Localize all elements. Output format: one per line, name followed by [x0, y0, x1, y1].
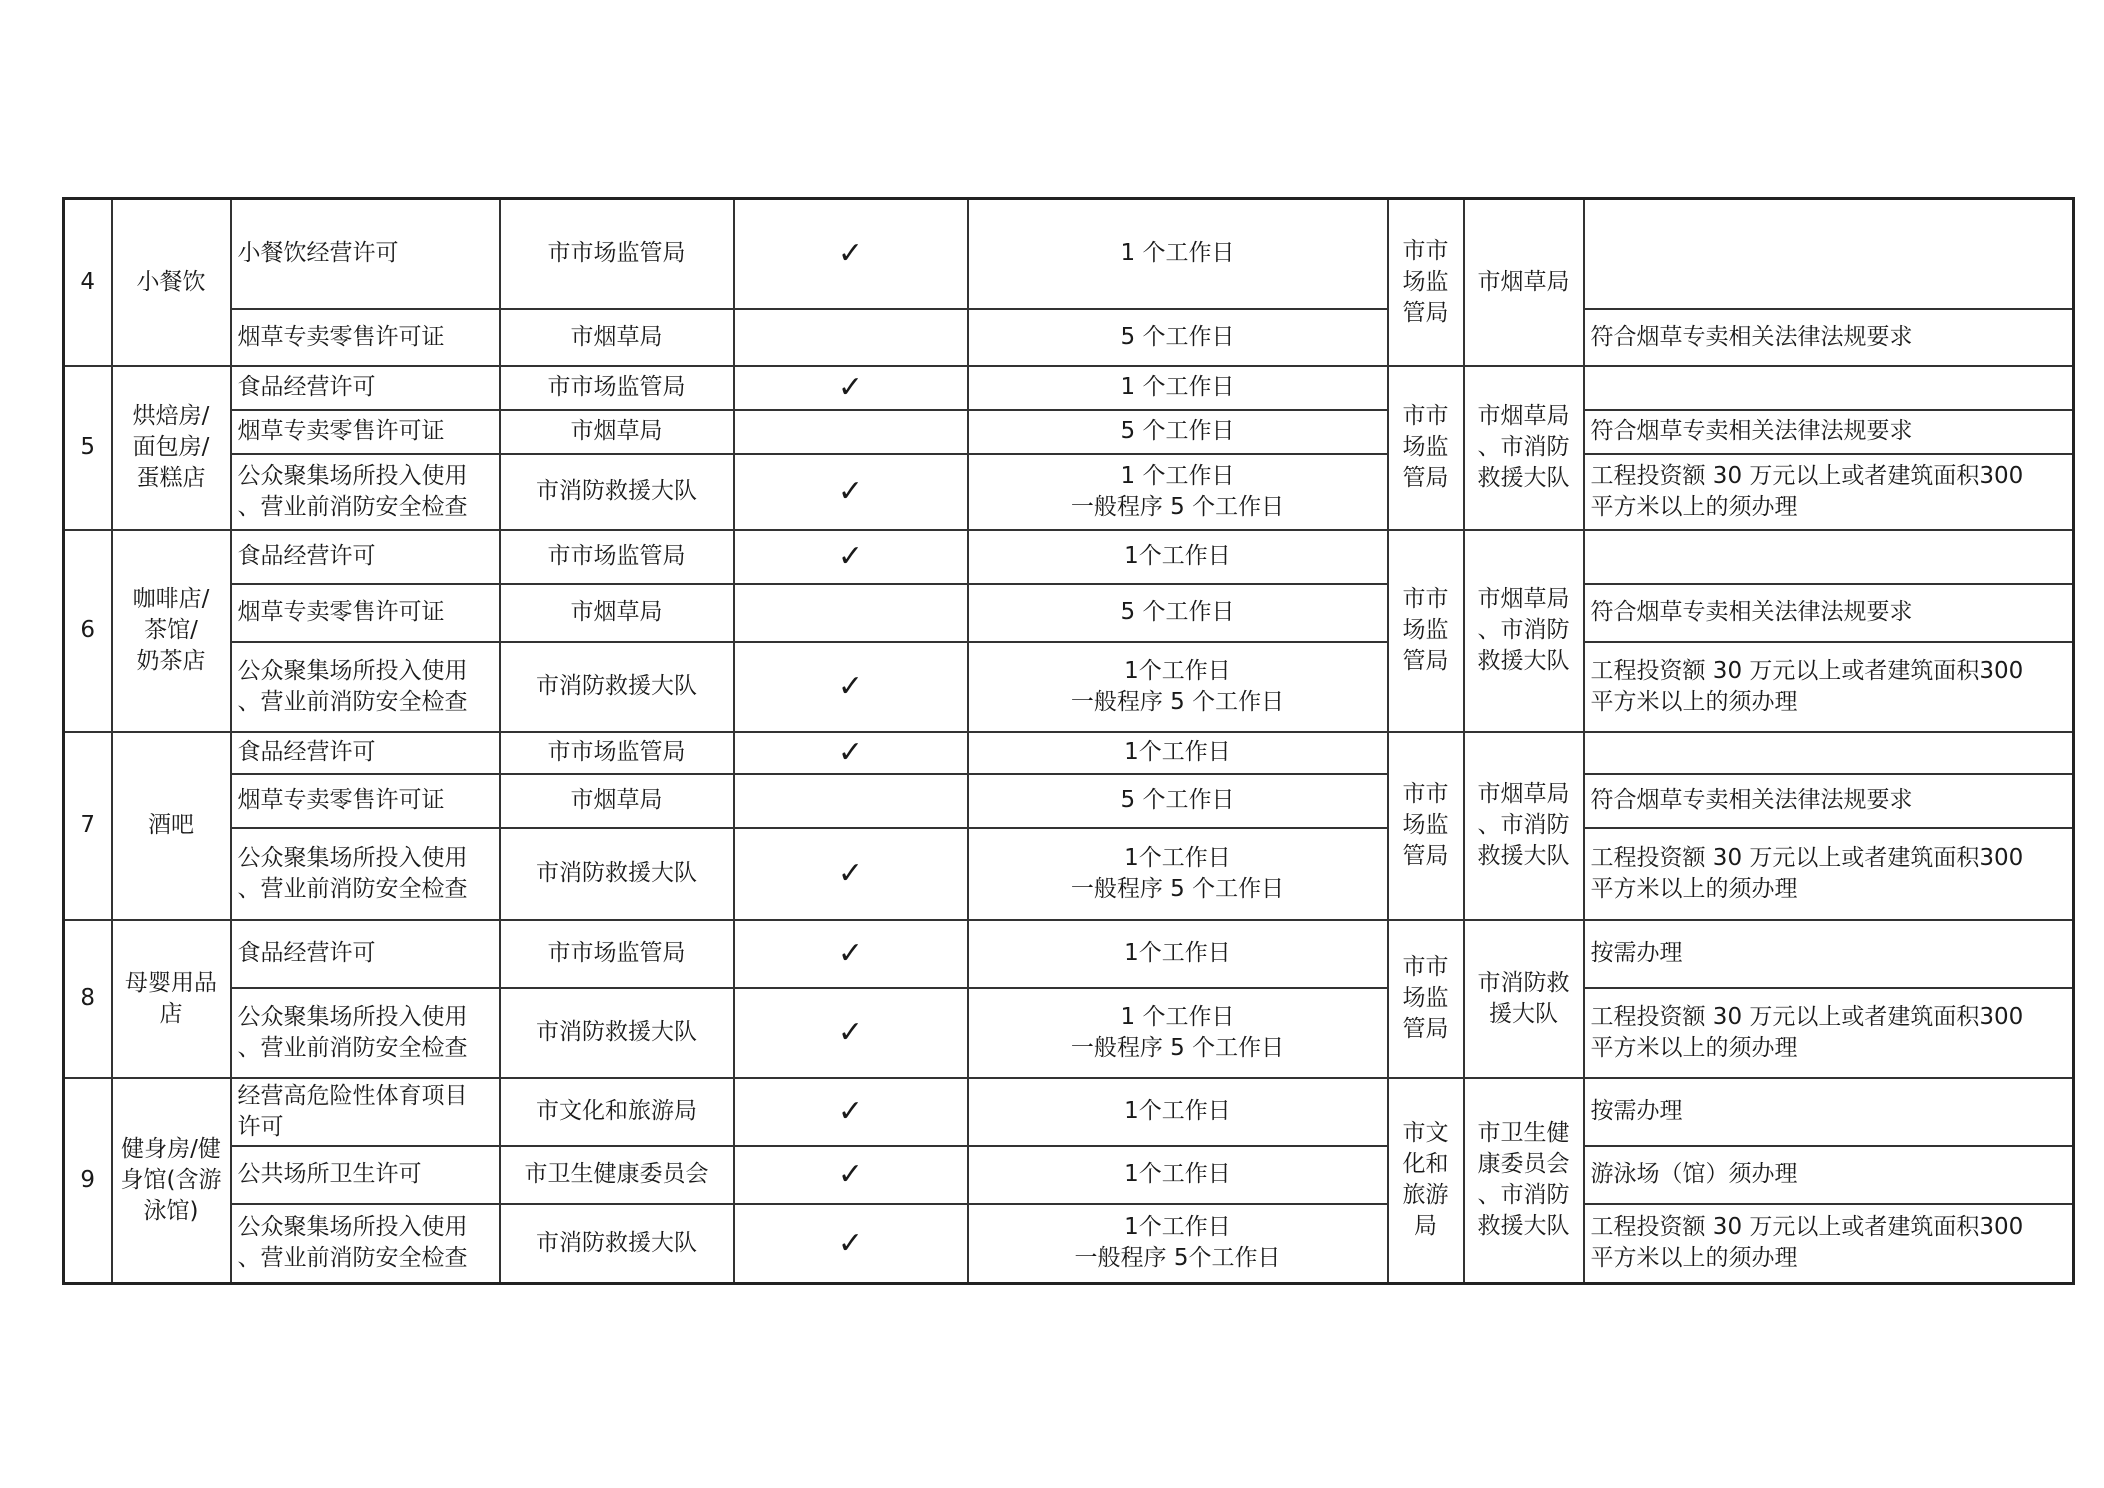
text-line: 救援大队 — [1477, 465, 1570, 491]
processing-time — [968, 530, 1388, 584]
text-line: 烟草专卖零售许可证 — [237, 787, 445, 813]
check-icon: ✓ — [837, 236, 864, 272]
text-line: 救援大队 — [1477, 843, 1570, 869]
permit-name — [231, 920, 500, 988]
table-row — [64, 1146, 2074, 1204]
text-line: 1个工作日 — [1124, 543, 1231, 569]
check-mark-cell — [734, 530, 968, 584]
text-line: 符合烟草专卖相关法律法规要求 — [1590, 787, 1913, 813]
permit-name — [231, 199, 500, 309]
handling-department: 市烟草局 — [500, 410, 734, 454]
handling-department: 市市场监管局 — [500, 199, 734, 309]
business-category — [112, 530, 231, 732]
permit-name — [231, 828, 500, 920]
text-line: 工程投资额 30 万元以上或者建筑面积300 — [1590, 462, 2024, 489]
remark — [1584, 732, 2074, 774]
processing-time — [968, 642, 1388, 732]
handling-department: 市市场监管局 — [500, 530, 734, 584]
permit-table — [62, 197, 2075, 1285]
business-category — [112, 732, 231, 920]
text-line: 、营业前消防安全检查 — [237, 688, 468, 715]
handling-department: 市烟草局 — [500, 584, 734, 642]
check-mark-cell — [734, 1078, 968, 1146]
row-number: 6 — [64, 530, 112, 732]
text-line: 身馆(含游 — [120, 1166, 222, 1193]
check-mark-cell — [734, 584, 968, 642]
text-line: 母婴用品 — [125, 969, 217, 996]
table-row — [64, 642, 2074, 732]
remark — [1584, 1078, 2074, 1146]
text-line: 、市消防 — [1477, 617, 1570, 643]
check-icon: ✓ — [837, 735, 864, 770]
check-mark-cell — [734, 642, 968, 732]
text-line: 局 — [1414, 1213, 1437, 1240]
text-line: 市卫生健 — [1477, 1120, 1570, 1147]
permit-name — [231, 988, 500, 1078]
processing-time — [968, 828, 1388, 920]
text-line: 烟草专卖零售许可证 — [237, 323, 445, 350]
remark — [1584, 309, 2074, 366]
table-row — [64, 584, 2074, 642]
remark — [1584, 530, 2074, 584]
permit-name — [231, 410, 500, 454]
text-line: 一般程序 5 个工作日 — [1070, 1034, 1285, 1061]
text-line: 符合烟草专卖相关法律法规要求 — [1590, 599, 1913, 625]
check-icon: ✓ — [837, 856, 864, 891]
text-line: 旅游 — [1402, 1182, 1449, 1209]
row-number: 7 — [64, 732, 112, 920]
text-line: 奶茶店 — [136, 648, 206, 674]
remark — [1584, 774, 2074, 828]
check-mark-cell — [734, 1146, 968, 1204]
processing-time — [968, 1078, 1388, 1146]
text-line: 、市消防 — [1477, 1182, 1570, 1209]
check-icon: ✓ — [837, 1157, 864, 1192]
handling-department: 市消防救援大队 — [500, 642, 734, 732]
check-mark-cell — [734, 920, 968, 988]
processing-time — [968, 988, 1388, 1078]
handling-department: 市消防救援大队 — [500, 988, 734, 1078]
permit-name — [231, 366, 500, 410]
text-line: 按需办理 — [1590, 940, 1683, 966]
cooperating-department — [1464, 732, 1584, 920]
permit-name — [231, 1078, 500, 1146]
text-line: 1个工作日 — [1124, 657, 1231, 684]
row-number: 4 — [64, 199, 112, 366]
row-number: 5 — [64, 366, 112, 530]
permit-name — [231, 454, 500, 530]
handling-department: 市烟草局 — [500, 774, 734, 828]
text-line: 1 个工作日 — [1120, 1003, 1235, 1030]
text-line: 市烟草局 — [1477, 586, 1570, 612]
remark — [1584, 199, 2074, 309]
text-line: 蛋糕店 — [136, 465, 206, 491]
text-line: 援大队 — [1489, 1000, 1558, 1027]
check-mark-cell — [734, 410, 968, 454]
processing-time — [968, 454, 1388, 530]
text-line: 场监 — [1402, 434, 1449, 460]
text-line: 1个工作日 — [1124, 1214, 1231, 1241]
text-line: 工程投资额 30 万元以上或者建筑面积300 — [1590, 844, 2024, 871]
check-mark-cell — [734, 732, 968, 774]
text-line: 店 — [159, 1000, 183, 1027]
permit-name — [231, 642, 500, 732]
handling-department: 市市场监管局 — [500, 920, 734, 988]
check-icon: ✓ — [837, 936, 864, 971]
business-category — [112, 366, 231, 530]
handling-department: 市消防救援大队 — [500, 454, 734, 530]
text-line: 1个工作日 — [1124, 1161, 1231, 1187]
remark — [1584, 828, 2074, 920]
processing-time — [968, 199, 1388, 309]
text-line: 公众聚集场所投入使用 — [237, 657, 468, 684]
text-line: 公众聚集场所投入使用 — [237, 1003, 468, 1030]
business-category — [112, 920, 231, 1078]
text-line: 健身房/健 — [121, 1135, 221, 1162]
remark — [1584, 584, 2074, 642]
permit-name — [231, 309, 500, 366]
text-line: 按需办理 — [1590, 1098, 1683, 1124]
check-icon: ✓ — [837, 539, 864, 574]
table-row — [64, 828, 2074, 920]
check-icon: ✓ — [837, 1094, 864, 1129]
permit-name — [231, 1146, 500, 1204]
processing-time — [968, 1204, 1388, 1284]
text-line: 符合烟草专卖相关法律法规要求 — [1590, 418, 1913, 444]
text-line: 、市消防 — [1477, 812, 1570, 838]
cooperating-department — [1464, 366, 1584, 530]
table-row — [64, 1078, 2074, 1146]
permit-name — [231, 584, 500, 642]
cooperating-department — [1464, 530, 1584, 732]
handling-department: 市市场监管局 — [500, 366, 734, 410]
text-line: 1个工作日 — [1124, 940, 1231, 966]
text-line: 管局 — [1402, 843, 1449, 869]
business-category — [112, 1078, 231, 1284]
text-line: 、营业前消防安全检查 — [237, 875, 468, 902]
text-line: 平方米以上的须办理 — [1590, 875, 1798, 902]
text-line: 食品经营许可 — [237, 374, 376, 400]
text-line: 市烟草局 — [1477, 781, 1570, 807]
text-line: 管局 — [1402, 465, 1449, 491]
text-line: 化和 — [1402, 1151, 1449, 1178]
handling-department: 市消防救援大队 — [500, 1204, 734, 1284]
text-line: 食品经营许可 — [237, 940, 376, 966]
remark — [1584, 920, 2074, 988]
text-line: 1 个工作日 — [1120, 462, 1235, 489]
lead-department — [1388, 530, 1464, 732]
check-mark-cell — [734, 774, 968, 828]
text-line: 5 个工作日 — [1120, 418, 1235, 444]
text-line: 烘焙房/ — [132, 403, 210, 429]
table-row — [64, 1204, 2074, 1284]
table-row — [64, 199, 2074, 309]
processing-time — [968, 410, 1388, 454]
handling-department: 市卫生健康委员会 — [500, 1146, 734, 1204]
text-line: 1 个工作日 — [1120, 374, 1235, 400]
text-line: 场监 — [1402, 617, 1449, 643]
cooperating-department — [1464, 199, 1584, 366]
business-category — [112, 199, 231, 366]
text-line: 咖啡店/ — [132, 586, 210, 612]
permit-name — [231, 774, 500, 828]
text-line: 救援大队 — [1477, 1213, 1570, 1240]
text-line: 场监 — [1402, 268, 1449, 295]
processing-time — [968, 309, 1388, 366]
text-line: 市市 — [1402, 781, 1449, 807]
row-number: 9 — [64, 1078, 112, 1284]
text-line: 市消防救 — [1477, 969, 1570, 996]
text-line: 食品经营许可 — [237, 739, 376, 765]
check-mark-cell — [734, 1204, 968, 1284]
table-row — [64, 530, 2074, 584]
text-line: 市市 — [1402, 403, 1449, 429]
permit-name — [231, 732, 500, 774]
check-icon: ✓ — [837, 1225, 864, 1261]
text-line: 酒吧 — [148, 812, 194, 838]
text-line: 游泳场（馆）须办理 — [1590, 1161, 1798, 1187]
text-line: 经营高危险性体育项目 — [237, 1082, 468, 1109]
text-line: 场监 — [1402, 812, 1449, 838]
permit-name — [231, 1204, 500, 1284]
text-line: 公众聚集场所投入使用 — [237, 844, 468, 871]
permit-name — [231, 530, 500, 584]
text-line: 1个工作日 — [1124, 739, 1231, 765]
text-line: 一般程序 5 个工作日 — [1070, 875, 1285, 902]
text-line: 市市 — [1402, 586, 1449, 612]
text-line: 食品经营许可 — [237, 543, 376, 569]
lead-department — [1388, 732, 1464, 920]
remark — [1584, 988, 2074, 1078]
text-line: 管局 — [1402, 299, 1449, 326]
processing-time — [968, 366, 1388, 410]
check-icon: ✓ — [837, 474, 864, 509]
check-mark-cell — [734, 454, 968, 530]
text-line: 1 个工作日 — [1120, 240, 1235, 267]
text-line: 管局 — [1402, 648, 1449, 674]
check-mark-cell — [734, 366, 968, 410]
remark — [1584, 366, 2074, 410]
table-row — [64, 366, 2074, 410]
lead-department — [1388, 199, 1464, 366]
text-line: 茶馆/ — [144, 617, 198, 643]
text-line: 小餐饮经营许可 — [237, 240, 399, 267]
text-line: 平方米以上的须办理 — [1590, 1034, 1798, 1061]
table-row — [64, 920, 2074, 988]
text-line: 1个工作日 — [1124, 1098, 1231, 1124]
text-line: 小餐饮 — [136, 268, 206, 295]
row-number: 8 — [64, 920, 112, 1078]
check-mark-cell — [734, 828, 968, 920]
text-line: 、营业前消防安全检查 — [237, 493, 468, 520]
cooperating-department — [1464, 1078, 1584, 1284]
table-row — [64, 774, 2074, 828]
text-line: 面包房/ — [132, 434, 210, 460]
text-line: 公共场所卫生许可 — [237, 1161, 422, 1187]
text-line: 5 个工作日 — [1120, 787, 1235, 813]
text-line: 许可 — [237, 1113, 284, 1140]
text-line: 平方米以上的须办理 — [1590, 493, 1798, 520]
handling-department: 市烟草局 — [500, 309, 734, 366]
lead-department — [1388, 920, 1464, 1078]
text-line: 市烟草局 — [1477, 268, 1570, 295]
text-line: 1个工作日 — [1124, 844, 1231, 871]
text-line: 烟草专卖零售许可证 — [237, 599, 445, 625]
text-line: 公众聚集场所投入使用 — [237, 1214, 468, 1241]
table-row — [64, 410, 2074, 454]
handling-department: 市消防救援大队 — [500, 828, 734, 920]
lead-department — [1388, 366, 1464, 530]
text-line: 工程投资额 30 万元以上或者建筑面积300 — [1590, 1003, 2024, 1030]
processing-time — [968, 920, 1388, 988]
text-line: 场监 — [1402, 985, 1449, 1011]
text-line: 工程投资额 30 万元以上或者建筑面积300 — [1590, 1214, 2024, 1241]
text-line: 公众聚集场所投入使用 — [237, 462, 468, 489]
text-line: 5 个工作日 — [1120, 323, 1235, 350]
text-line: 、营业前消防安全检查 — [237, 1245, 468, 1272]
table-row — [64, 988, 2074, 1078]
text-line: 管局 — [1402, 1016, 1449, 1042]
text-line: 一般程序 5 个工作日 — [1070, 688, 1285, 715]
handling-department: 市市场监管局 — [500, 732, 734, 774]
text-line: 市市 — [1402, 237, 1449, 264]
check-mark-cell — [734, 309, 968, 366]
table-row — [64, 454, 2074, 530]
text-line: 平方米以上的须办理 — [1590, 1245, 1798, 1272]
remark — [1584, 410, 2074, 454]
cooperating-department — [1464, 920, 1584, 1078]
check-icon: ✓ — [837, 370, 864, 405]
remark — [1584, 454, 2074, 530]
check-mark-cell — [734, 988, 968, 1078]
remark — [1584, 1146, 2074, 1204]
handling-department: 市文化和旅游局 — [500, 1078, 734, 1146]
text-line: 市市 — [1402, 954, 1449, 980]
text-line: 救援大队 — [1477, 648, 1570, 674]
text-line: 平方米以上的须办理 — [1590, 688, 1798, 715]
text-line: 市烟草局 — [1477, 403, 1570, 429]
processing-time — [968, 774, 1388, 828]
text-line: 符合烟草专卖相关法律法规要求 — [1590, 323, 1913, 350]
check-icon: ✓ — [837, 1015, 864, 1050]
text-line: 、营业前消防安全检查 — [237, 1034, 468, 1061]
text-line: 烟草专卖零售许可证 — [237, 418, 445, 444]
processing-time — [968, 584, 1388, 642]
table-row — [64, 309, 2074, 366]
text-line: 工程投资额 30 万元以上或者建筑面积300 — [1590, 657, 2024, 684]
processing-time — [968, 732, 1388, 774]
check-mark-cell — [734, 199, 968, 309]
text-line: 市文 — [1402, 1120, 1449, 1147]
check-icon: ✓ — [837, 669, 864, 704]
lead-department — [1388, 1078, 1464, 1284]
remark — [1584, 642, 2074, 732]
text-line: 一般程序 5 个工作日 — [1070, 493, 1285, 520]
text-line: 康委员会 — [1477, 1151, 1570, 1178]
text-line: 一般程序 5个工作日 — [1074, 1245, 1281, 1272]
text-line: 、市消防 — [1477, 434, 1570, 460]
table-row — [64, 732, 2074, 774]
text-line: 泳馆) — [143, 1197, 199, 1224]
remark — [1584, 1204, 2074, 1284]
processing-time — [968, 1146, 1388, 1204]
text-line: 5 个工作日 — [1120, 599, 1235, 625]
